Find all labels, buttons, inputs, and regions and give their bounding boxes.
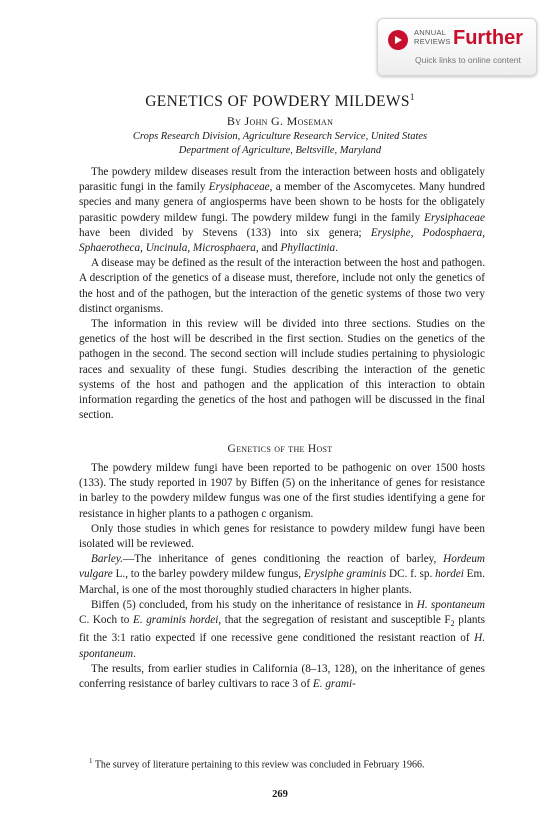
- badge-subtitle: Quick links to online content: [415, 55, 521, 65]
- section-heading: Genetics of the Host: [227, 443, 333, 455]
- further-badge[interactable]: [377, 18, 537, 76]
- paragraph: The powdery mildew fungi have been reported to be pathogenic on over 1500 hosts (133). The study reported in 1907 by Biffen (5) on the inheritance of genes for resistance in barley to the powdery mildew fungus was one of the first studies identifying a gene for resistance in higher plants to a pathogen c organism.: [79, 462, 485, 520]
- title-text: GENETICS OF POWDERY MILDEWS: [145, 93, 410, 111]
- affiliation-line-2: Department of Agriculture, Beltsville, Maryland: [178, 145, 382, 156]
- publisher-logo: [414, 29, 451, 46]
- paragraph: The information in this review will be divided into three sections. Studies on the genetics of the host will be described in the first section. Studies on the genetics of the pathogen in the second. The second section will include studies pertaining to physiologic races and sexuality of these fungi. Studies describing the interaction of the genetic systems of the host and pathogen and the application of this interaction to obtain information regarding the genetics of the host and pathogen will be discussed in the final section.: [79, 318, 485, 422]
- byline: [0, 114, 560, 129]
- author-name: John G. Moseman: [244, 114, 334, 128]
- paragraph: Barley.—The inheritance of genes conditioning the reaction of barley, Hordeum vulgare L., to the barley powdery mildew fungus, Erysiphe graminis DC. f. sp. hordei Em. Marchal, is one of the most thoroughly studied characters in higher plants.: [79, 553, 485, 596]
- badge-word: Further: [453, 27, 523, 49]
- byline-prefix: By: [226, 114, 242, 128]
- paragraph: A disease may be defined as the result of the interaction between the host and pathogen. A description of the genetics of a disease must, therefore, include not only the genetics of the host and of the pathogen, but the interaction of the genetic systems of those two very distinct organisms.: [79, 257, 485, 315]
- play-icon: [388, 30, 408, 50]
- section-text: [79, 461, 485, 692]
- page-number: 269: [272, 789, 288, 800]
- paragraph: Biffen (5) concluded, from his study on the inheritance of resistance in H. spontaneum C. Koch to E. graminis hordei, that the segregation of resistant and susceptible $F_2$ plants fit the 3:1 ratio expected if one recessive gene conditioned the resistant reaction of H. spontaneum.: [79, 598, 485, 660]
- footnote-mark: 1: [89, 757, 93, 765]
- publisher-line-2: REVIEWS: [414, 36, 451, 46]
- title-footnote-mark[interactable]: 1: [409, 92, 415, 102]
- paragraph: The powdery mildew diseases result from the interaction between hosts and obligately parasitic fungi in the family Erysiphaceae, a member of the Ascomycetes. Many hundred species and many genera of angiosperms have been shown to be hosts for the obligately parasitic powdery mildew fungi. The powdery mildew fungi in the family Erysiphaceae have been divided by Stevens (133) into six genera; Erysiphe, Podosphaera, Sphaerotheca, Uncinula, Microsphaera, and Phyllactinia.: [79, 166, 485, 255]
- paragraph: The results, from earlier studies in California (8–13, 128), on the inheritance of genes conferring resistance of barley cultivars to race 3 of E. grami-: [79, 662, 485, 691]
- article-title: [0, 92, 560, 111]
- paragraph: Only those studies in which genes for resistance to powdery mildew fungi have been isolated will be reviewed.: [79, 522, 485, 551]
- affiliation-line-1: Crops Research Division, Agriculture Research Service, United States: [132, 131, 428, 142]
- publisher-line-1: ANNUAL: [414, 28, 447, 37]
- footnote-rule: [79, 752, 485, 753]
- footnote-text: The survey of literature pertaining to this review was concluded in February 1966.: [94, 759, 425, 771]
- footnote: [79, 755, 485, 771]
- intro-text: [79, 165, 485, 423]
